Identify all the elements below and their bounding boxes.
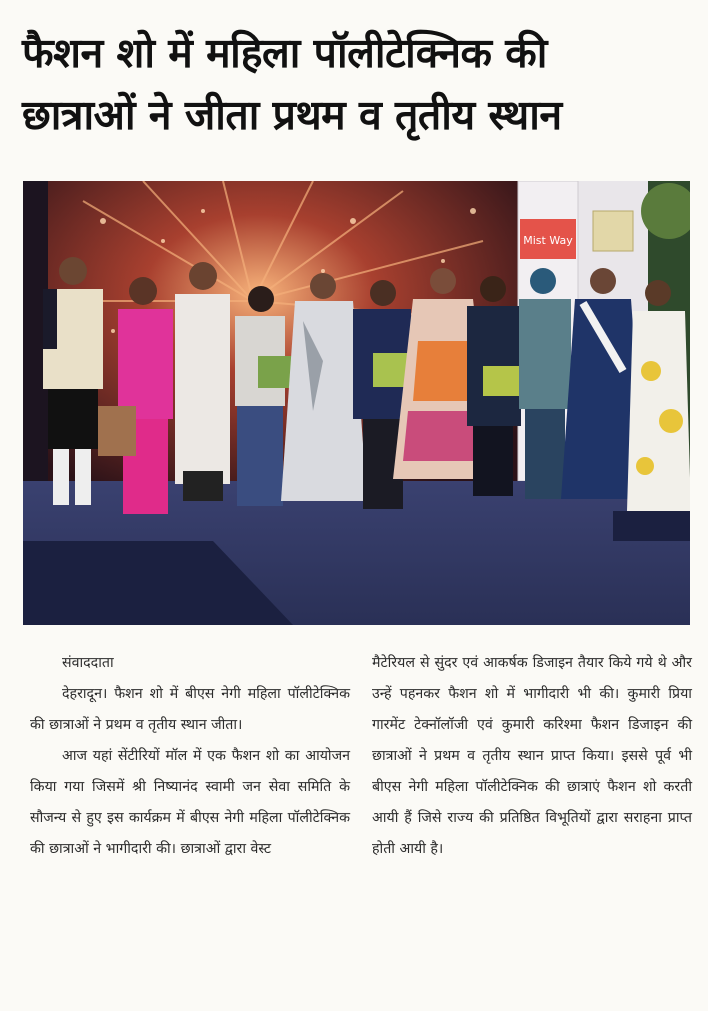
logo-panel: [593, 211, 633, 251]
paragraph-3: मैटेरियल से सुंदर एवं आकर्षक डिजाइन तैयार किये गये थे और उन्हें पहनकर फैशन शो में भागीदारी भी की। कुमारी प्रिया गारमेंट टेक्नॉलॉजी एवं कुमारी करिश्मा फैशन डिजाइन की छात्राओं ने प्रथम व तृतीय स्थान प्राप्त किया। इससे पूर्व भी बीएस नेगी महिला पॉलीटेक्निक की छात्राएं फैशन शो करती आयी हैं जिसे राज्य की प्रतिष्ठित विभूतियों द्वारा सराहना प्राप्त होती आयी है।: [372, 655, 692, 857]
headline: [22, 22, 694, 146]
byline: संवाददाता: [62, 655, 114, 671]
group-photo-on-stage-icon: [23, 181, 690, 625]
article-column-right: [372, 648, 692, 865]
headline-line-2: छात्राओं ने जीता प्रथम व तृतीय स्थान: [22, 91, 562, 139]
paragraph-2: आज यहां सेंटीरियों मॉल में एक फैशन शो का आयोजन किया गया जिसमें श्री निष्यानंद स्वामी जन सेवा समिति के सौजन्य से हुए इस कार्यक्रम में बीएस नेगी महिला पॉलीटेक्निक की छात्राओं ने भागीदारी की। छात्राओं द्वारा वेस्ट: [30, 748, 350, 857]
sponsor-banner-text: Mist Way: [523, 234, 573, 247]
previous-article-fragment: [30, 0, 670, 9]
headline-line-1: फैशन शो में महिला पॉलीटेक्निक की: [22, 29, 547, 77]
paragraph-1: देहरादून। फैशन शो में बीएस नेगी महिला पॉलीटेक्निक की छात्राओं ने प्रथम व तृतीय स्थान जीता।: [30, 686, 350, 733]
news-photo: [23, 181, 690, 625]
article-column-left: [30, 648, 350, 865]
